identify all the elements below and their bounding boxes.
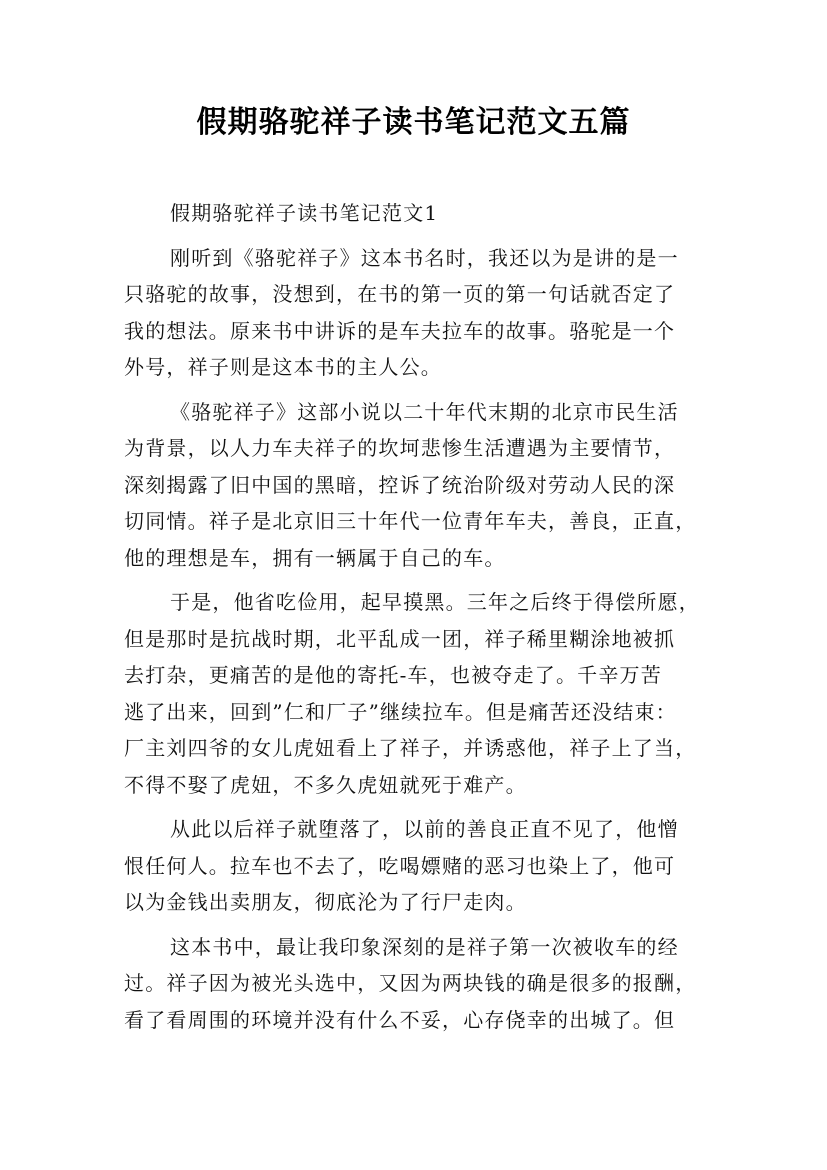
text-line: 于是，他省吃俭用，起早摸黑。三年之后终于得偿所愿， bbox=[170, 590, 700, 614]
text-line: 看了看周围的环境并没有什么不妥，心存侥幸的出城了。但 bbox=[124, 1007, 676, 1032]
text-line: 去打杂，更痛苦的是他的寄托-车，也被夺走了。千辛万苦 bbox=[124, 663, 662, 687]
text-line: 以为金钱出卖朋友，彻底沦为了行尸走肉。 bbox=[124, 890, 527, 914]
text-line: 我的想法。原来书中讲诉的是车夫拉车的故事。骆驼是一个 bbox=[124, 318, 676, 343]
text-line: 为背景，以人力车夫祥子的坎坷悲惨生活遭遇为主要情节， bbox=[124, 436, 676, 460]
paragraph bbox=[124, 811, 706, 921]
paragraph bbox=[124, 394, 706, 577]
document-body bbox=[124, 195, 706, 1046]
text-line: 过。祥子因为被光头选中，又因为两块钱的确是很多的报酬， bbox=[124, 971, 697, 995]
text-line: 不得不娶了虎妞，不多久虎妞就死于难产。 bbox=[124, 772, 527, 797]
text-line: 厂主刘四爷的女儿虎妞看上了祥子，并诱惑他，祥子上了当， bbox=[124, 736, 697, 760]
text-line: 从此以后祥子就堕落了，以前的善良正直不见了，他憎 bbox=[170, 817, 679, 841]
paragraph bbox=[124, 195, 706, 232]
text-line: 外号，祥子则是这本书的主人公。 bbox=[124, 355, 442, 379]
paragraph bbox=[124, 584, 706, 803]
paragraph bbox=[124, 240, 706, 386]
paragraph bbox=[124, 929, 706, 1039]
text-line: 但是那时是抗战时期，北平乱成一团，祥子稀里糊涂地被抓 bbox=[124, 626, 676, 651]
document-title: 假期骆驼祥子读书笔记范文五篇 bbox=[196, 105, 631, 140]
text-line: 切同情。祥子是北京旧三十年代一位青年车夫，善良，正直， bbox=[124, 509, 697, 533]
text-line: 逃了出来，回到”仁和厂子”继续拉车。但是痛苦还没结束： bbox=[124, 699, 677, 724]
text-line: 假期骆驼祥子读书笔记范文1 bbox=[170, 201, 439, 225]
text-line: 深刻揭露了旧中国的黑暗，控诉了统治阶级对劳动人民的深 bbox=[124, 472, 676, 497]
text-line: 他的理想是车，拥有一辆属于自己的车。 bbox=[124, 545, 506, 570]
text-line: 只骆驼的故事，没想到，在书的第一页的第一句话就否定了 bbox=[124, 282, 676, 306]
text-line: 这本书中，最让我印象深刻的是祥子第一次被收车的经 bbox=[170, 934, 679, 959]
text-line: 《骆驼祥子》这部小说以二十年代末期的北京市民生活 bbox=[170, 399, 679, 424]
text-line: 恨任何人。拉车也不去了，吃喝嫖赌的恶习也染上了，他可 bbox=[124, 853, 676, 878]
text-line: 刚听到《骆驼祥子》这本书名时，我还以为是讲的是一 bbox=[170, 245, 679, 270]
